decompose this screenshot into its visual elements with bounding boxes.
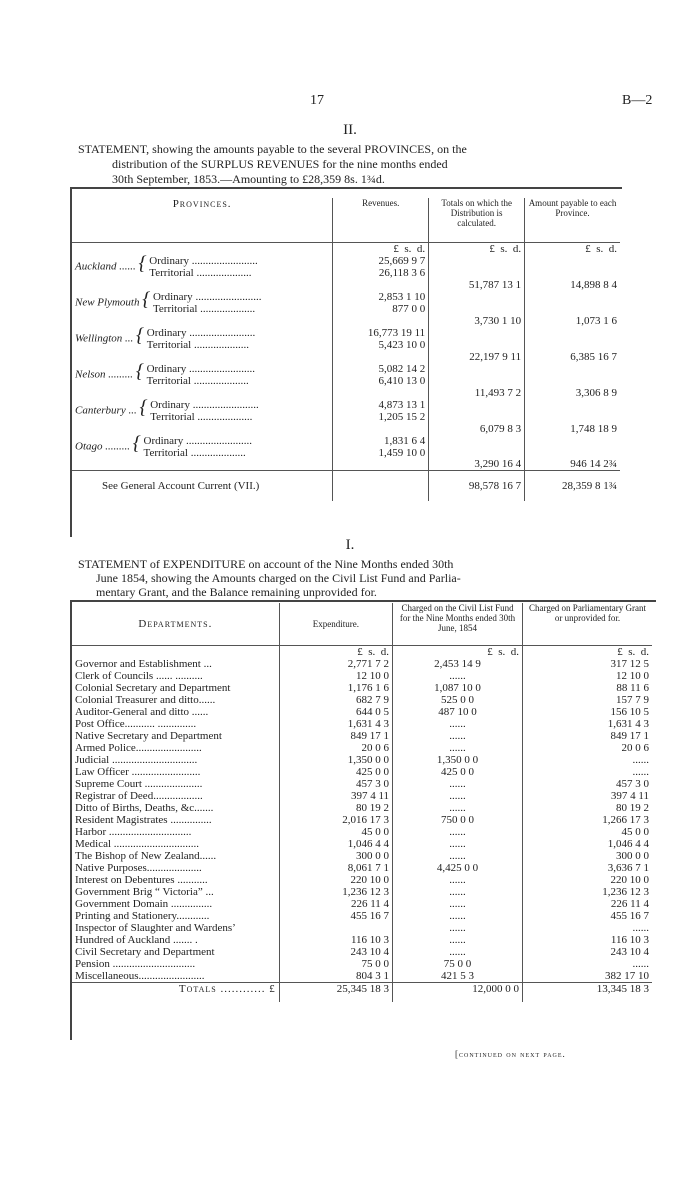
parliamentary-value: 457 3 0 [523, 778, 652, 790]
province-name: New Plymouth [75, 296, 140, 309]
brace-glyph: { [139, 396, 148, 419]
expenditure-row [72, 934, 652, 946]
department-name: Medical ............................... [75, 837, 200, 850]
expenditure-row [72, 706, 652, 718]
brace-glyph: { [135, 360, 144, 383]
department-name: Judicial ............................... [75, 753, 198, 766]
civil-list-value: ...... [393, 886, 523, 898]
province-row [72, 255, 620, 291]
expenditure-row [72, 670, 652, 682]
parliamentary-value: 157 7 9 [523, 694, 652, 706]
civil-list-value: ...... [393, 934, 523, 946]
expenditure-value: 226 11 4 [279, 898, 392, 910]
brace-glyph: { [136, 324, 145, 347]
parliamentary-value: 116 10 3 [523, 934, 652, 946]
continued-note: [continued on next page. [455, 1049, 566, 1059]
expenditure-row [72, 814, 652, 826]
revenue-kinds: Ordinary ........................ Territorial .................... [150, 398, 259, 423]
footer-total: 98,578 16 7 [429, 471, 525, 501]
brace-glyph: { [142, 288, 151, 311]
civil-list-value: ...... [393, 898, 523, 910]
civil-list-value: 2,453 14 9 [393, 658, 523, 670]
department-name: Armed Police........................ [75, 741, 202, 754]
expenditure-value: 849 17 1 [279, 730, 392, 742]
province-row [72, 435, 620, 471]
province-cell [72, 252, 333, 291]
civil-list-value: ...... [393, 922, 523, 934]
parliamentary-value: ...... [523, 754, 652, 766]
province-cell [72, 360, 333, 399]
province-row [72, 291, 620, 327]
ordinary-label: Ordinary [146, 362, 187, 375]
statement-ii-title-3: 30th September, 1853.—Amounting to £28,359 8s. 1¾d. [112, 172, 385, 186]
expenditure-row [72, 682, 652, 694]
province-name: Nelson ......... [75, 368, 134, 381]
department-name: Clerk of Councils ...... .......... [75, 669, 203, 682]
currency-header: £ s. d. [393, 645, 523, 658]
ordinary-label: Ordinary [149, 254, 190, 267]
col-expenditure: Expenditure. [279, 603, 392, 645]
territorial-value: 6,410 13 0 [378, 374, 426, 387]
expenditure-row [72, 790, 652, 802]
col-provinces: Provinces. [172, 198, 232, 210]
civil-list-value: 487 10 0 [393, 706, 523, 718]
ordinary-label: Ordinary [146, 326, 187, 339]
parliamentary-value: 226 11 4 [523, 898, 652, 910]
expenditure-value: 455 16 7 [279, 910, 392, 922]
currency-header: £ s. d. [523, 645, 652, 658]
parliamentary-value: 1,266 17 3 [523, 814, 652, 826]
expenditure-row [72, 826, 652, 838]
revenue-values [333, 255, 429, 291]
col-totals: Totals on which the Distribution is calculated. [429, 198, 525, 242]
civil-list-value: 425 0 0 [393, 766, 523, 778]
currency-header: £ s. d. [525, 242, 620, 255]
ordinary-value: 4,873 13 1 [378, 398, 426, 411]
territorial-label: Territorial [143, 446, 188, 459]
ordinary-value: 2,853 1 10 [378, 290, 426, 303]
province-total: 3,290 16 4 [429, 435, 525, 471]
expenditure-value: 425 0 0 [279, 766, 392, 778]
expenditure-row [72, 658, 652, 670]
territorial-label: Territorial [150, 410, 195, 423]
civil-list-value: 421 5 3 [393, 970, 523, 983]
civil-list-value: ...... [393, 670, 523, 682]
expenditure-value: 2,771 7 2 [279, 658, 392, 670]
revenue-kinds: Ordinary ........................ Territorial .................... [146, 326, 256, 351]
civil-list-value: ...... [393, 718, 523, 730]
expenditure-row [72, 766, 652, 778]
ordinary-value: 1,831 6 4 [383, 434, 426, 447]
department-name: Resident Magistrates ............... [75, 813, 212, 826]
expenditure-value: 397 4 11 [279, 790, 392, 802]
expenditure-row [72, 802, 652, 814]
expenditure-value: 75 0 0 [279, 958, 392, 970]
table-i-top-rule [70, 600, 656, 602]
col-amount: Amount payable to each Province. [525, 198, 620, 242]
civil-list-value: 1,350 0 0 [393, 754, 523, 766]
department-name: Interest on Debentures ........... [75, 873, 208, 886]
col-civil-list: Charged on the Civil List Fund for the Nine Months ended 30th June, 1854 [393, 603, 523, 645]
parliamentary-value: 455 16 7 [523, 910, 652, 922]
expenditure-value: 300 0 0 [279, 850, 392, 862]
ordinary-value: 16,773 19 11 [367, 326, 426, 339]
brace-glyph: { [132, 432, 141, 455]
expenditure-row [72, 922, 652, 934]
province-cell [72, 288, 333, 327]
revenue-kinds: Ordinary ........................ Territorial .................... [146, 362, 256, 387]
expenditure-row [72, 910, 652, 922]
expenditure-row [72, 730, 652, 742]
civil-list-value: ...... [393, 838, 523, 850]
parliamentary-value: 1,046 4 4 [523, 838, 652, 850]
territorial-label: Territorial [149, 266, 194, 279]
parliamentary-value: 849 17 1 [523, 730, 652, 742]
expenditure-value: 1,350 0 0 [279, 754, 392, 766]
expenditure-row [72, 742, 652, 754]
revenue-values [333, 291, 429, 327]
province-name: Canterbury ... [75, 404, 137, 417]
province-amount: 1,748 18 9 [525, 399, 620, 435]
parliamentary-value: 12 10 0 [523, 670, 652, 682]
civil-list-value: ...... [393, 946, 523, 958]
revenue-kinds: Ordinary ........................ Territorial .................... [149, 254, 258, 279]
revenue-kinds: Ordinary ........................ Territorial .................... [143, 434, 252, 459]
expenditure-value: 1,236 12 3 [279, 886, 392, 898]
expenditure-row [72, 778, 652, 790]
department-name: Colonial Secretary and Department [75, 681, 231, 694]
expenditure-row [72, 838, 652, 850]
department-name: Post Office........... .............. [75, 717, 197, 730]
department-name: Colonial Treasurer and ditto...... [75, 693, 216, 706]
department-name: Governor and Establishment ... [75, 657, 212, 670]
parliamentary-value: 88 11 6 [523, 682, 652, 694]
territorial-label: Territorial [152, 302, 198, 315]
parliamentary-value: 382 17 10 [523, 970, 652, 983]
province-total: 3,730 1 10 [429, 291, 525, 327]
page-number: 17 [310, 93, 324, 108]
ordinary-label: Ordinary [152, 290, 193, 303]
parliamentary-value: 45 0 0 [523, 826, 652, 838]
parliamentary-value: 1,236 12 3 [523, 886, 652, 898]
currency-header: £ s. d. [333, 242, 429, 255]
statement-i-title-1: STATEMENT of EXPENDITURE on account of the Nine Months ended 30th [78, 557, 454, 571]
parliamentary-value: 20 0 6 [523, 742, 652, 754]
civil-list-value: 525 0 0 [393, 694, 523, 706]
revenue-values [333, 363, 429, 399]
page-reference: B—2 [622, 93, 653, 108]
department-name: Inspector of Slaughter and Wardens’ [75, 921, 236, 934]
department-name: Native Purposes.................... [75, 861, 202, 874]
expenditure-row [72, 886, 652, 898]
province-row [72, 327, 620, 363]
department-name: Supreme Court ..................... [75, 777, 203, 790]
territorial-value: 877 0 0 [392, 302, 426, 315]
ordinary-label: Ordinary [143, 434, 184, 447]
civil-list-value: 4,425 0 0 [393, 862, 523, 874]
territorial-value: 1,459 10 0 [378, 446, 426, 459]
department-name: Pension .............................. [75, 957, 196, 970]
currency-header: £ s. d. [279, 645, 392, 658]
province-cell [72, 396, 333, 435]
expenditure-value: 12 10 0 [279, 670, 392, 682]
civil-list-value: ...... [393, 910, 523, 922]
department-name: Government Brig “ Victoria” ... [75, 885, 214, 898]
col-departments: Departments. [138, 617, 213, 630]
parliamentary-value: 3,636 7 1 [523, 862, 652, 874]
department-name: The Bishop of New Zealand...... [75, 849, 217, 862]
ordinary-value: 25,669 9 7 [378, 254, 426, 267]
department-name: Registrar of Deed.................. [75, 789, 203, 802]
civil-list-value: ...... [393, 802, 523, 814]
expenditure-value: 45 0 0 [279, 826, 392, 838]
territorial-value: 5,423 10 0 [378, 338, 426, 351]
revenue-values [333, 399, 429, 435]
expenditure-row [72, 862, 652, 874]
expenditure-value: 116 10 3 [279, 934, 392, 946]
expenditure-value: 8,061 7 1 [279, 862, 392, 874]
department-name: Ditto of Births, Deaths, &c....... [75, 801, 214, 814]
expenditure-value: 1,046 4 4 [279, 838, 392, 850]
revenue-values [333, 435, 429, 471]
expenditure-row [72, 898, 652, 910]
expenditure-row [72, 958, 652, 970]
statement-ii-title-1: STATEMENT, showing the amounts payable to the several PROVINCES, on the [78, 142, 467, 156]
expenditure-row [72, 694, 652, 706]
parliamentary-value: 1,631 4 3 [523, 718, 652, 730]
total-expenditure: 25,345 18 3 [279, 982, 392, 1002]
territorial-value: 26,118 3 6 [378, 266, 426, 279]
province-amount: 1,073 1 6 [525, 291, 620, 327]
parliamentary-value: 317 12 5 [523, 658, 652, 670]
expenditure-value: 644 0 5 [279, 706, 392, 718]
civil-list-value: ...... [393, 742, 523, 754]
province-amount: 14,898 8 4 [525, 255, 620, 291]
province-amount: 6,385 16 7 [525, 327, 620, 363]
expenditure-value: 457 3 0 [279, 778, 392, 790]
revenue-kinds: Ordinary ........................ Territorial .................... [152, 290, 262, 315]
province-name: Wellington ... [75, 332, 134, 345]
expenditure-value: 80 19 2 [279, 802, 392, 814]
parliamentary-value: 243 10 4 [523, 946, 652, 958]
civil-list-value: ...... [393, 778, 523, 790]
department-name: Government Domain ............... [75, 897, 213, 910]
province-cell [72, 324, 333, 363]
col-revenues: Revenues. [333, 198, 429, 242]
civil-list-value: ...... [393, 826, 523, 838]
expenditure-value: 1,176 1 6 [279, 682, 392, 694]
province-row [72, 363, 620, 399]
province-cell [72, 432, 333, 471]
department-name: Law Officer ......................... [75, 765, 201, 778]
province-row [72, 399, 620, 435]
statement-i-title-3: mentary Grant, and the Balance remaining unprovided for. [96, 585, 377, 599]
department-name: Printing and Stationery............ [75, 909, 210, 922]
footer-amount: 28,359 8 1¾ [525, 471, 620, 501]
expenditure-row [72, 874, 652, 886]
expenditure-value: 20 0 6 [279, 742, 392, 754]
currency-header: £ s. d. [429, 242, 525, 255]
col-parliamentary: Charged on Parliamentary Grant or unprovided for. [523, 603, 652, 645]
totals-label: Totals ............ £ [178, 982, 276, 995]
department-name: Harbor .............................. [75, 825, 192, 838]
department-name: Hundred of Auckland ....... . [75, 933, 198, 946]
department-name: Native Secretary and Department [75, 729, 222, 742]
ordinary-label: Ordinary [150, 398, 190, 411]
total-civil-list: 12,000 0 0 [393, 982, 523, 1002]
parliamentary-value: 300 0 0 [523, 850, 652, 862]
table-ii-top-rule [70, 187, 622, 189]
revenue-values [333, 327, 429, 363]
territorial-label: Territorial [146, 374, 191, 387]
province-amount: 946 14 2¾ [525, 435, 620, 471]
footer-label: See General Account Current (VII.) [102, 479, 260, 492]
expenditure-value: 243 10 4 [279, 946, 392, 958]
statement-i-numeral: I. [345, 537, 355, 553]
expenditure-row [72, 718, 652, 730]
parliamentary-value: ...... [523, 766, 652, 778]
civil-list-value: ...... [393, 850, 523, 862]
province-total: 11,493 7 2 [429, 363, 525, 399]
province-total: 6,079 8 3 [429, 399, 525, 435]
expenditure-row [72, 850, 652, 862]
expenditure-row [72, 946, 652, 958]
parliamentary-value: 156 10 5 [523, 706, 652, 718]
province-total: 22,197 9 11 [429, 327, 525, 363]
province-name: Otago ......... [75, 440, 130, 453]
statement-ii-title-2: distribution of the SURPLUS REVENUES for the nine months ended [112, 157, 448, 171]
parliamentary-value: ...... [523, 958, 652, 970]
parliamentary-value: 397 4 11 [523, 790, 652, 802]
expenditure-value: 1,631 4 3 [279, 718, 392, 730]
expenditure-row [72, 754, 652, 766]
civil-list-value: 75 0 0 [393, 958, 523, 970]
brace-glyph: { [138, 252, 147, 275]
provinces-table [72, 198, 620, 501]
department-name: Miscellaneous........................ [75, 969, 205, 982]
department-name: Auditor-General and ditto ...... [75, 705, 209, 718]
parliamentary-value: 220 10 0 [523, 874, 652, 886]
expenditure-value: 682 7 9 [279, 694, 392, 706]
total-parliamentary: 13,345 18 3 [523, 982, 652, 1002]
expenditure-value: 2,016 17 3 [279, 814, 392, 826]
civil-list-value: ...... [393, 790, 523, 802]
civil-list-value: 750 0 0 [393, 814, 523, 826]
ordinary-value: 5,082 14 2 [378, 362, 426, 375]
expenditure-value [279, 922, 392, 934]
expenditure-table [72, 603, 652, 1002]
parliamentary-value: ...... [523, 922, 652, 934]
expenditure-row [72, 970, 652, 983]
expenditure-value: 220 10 0 [279, 874, 392, 886]
civil-list-value: ...... [393, 730, 523, 742]
territorial-label: Territorial [146, 338, 192, 351]
province-amount: 3,306 8 9 [525, 363, 620, 399]
province-total: 51,787 13 1 [429, 255, 525, 291]
territorial-value: 1,205 15 2 [378, 410, 426, 423]
province-name: Auckland ...... [75, 260, 136, 273]
expenditure-value: 804 3 1 [279, 970, 392, 983]
parliamentary-value: 80 19 2 [523, 802, 652, 814]
statement-i-title-2: June 1854, showing the Amounts charged on the Civil List Fund and Parlia- [96, 571, 461, 585]
statement-ii-numeral: II. [343, 122, 357, 138]
department-name: Civil Secretary and Department [75, 945, 215, 958]
civil-list-value: ...... [393, 874, 523, 886]
civil-list-value: 1,087 10 0 [393, 682, 523, 694]
